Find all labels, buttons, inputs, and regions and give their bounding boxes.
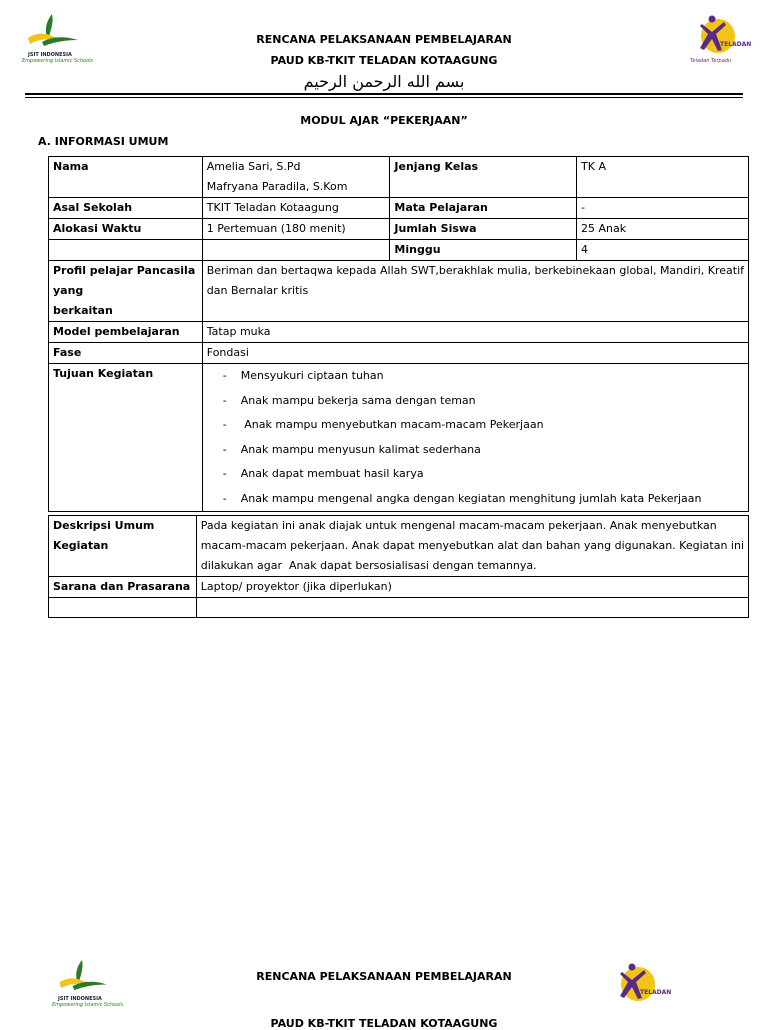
footer-title-1: RENCANA PELAKSANAAN PEMBELAJARAN [256,970,512,983]
list-item: - Anak dapat membuat hasil karya [223,462,744,487]
deskripsi-line-2: macam-macam pekerjaan. Anak dapat menyebutkan alat dan bahan yang digunakan. Kegiatan ini [200,539,744,552]
list-item: - Mensyukuri ciptaan tuhan [223,364,744,389]
description-table [48,515,749,618]
empty-cell [196,598,748,618]
table-row [49,157,749,198]
table-row [49,198,749,219]
table-row [49,364,749,512]
empty-cell [49,598,197,618]
profil-label-1: Profil pelajar Pancasila yang [53,264,196,297]
table-row [49,577,749,598]
jsit-logo-footer [52,958,124,1008]
jenjang-label: Jenjang Kelas [390,157,577,198]
list-item: - Anak mampu bekerja sama dengan teman [223,389,744,414]
profil-value [202,261,748,322]
deskripsi-line-1: Pada kegiatan ini anak diajak untuk mengenal macam-macam pekerjaan. Anak menyebutkan [200,519,717,532]
table-row [49,219,749,240]
sarana-label: Sarana dan Prasarana [49,577,197,598]
module-title: MODUL AJAR “PEKERJAAN” [300,114,468,127]
header-rule-thick [25,93,743,95]
table-row [49,322,749,343]
table-row [49,598,749,618]
empty-cell [202,240,390,261]
logo-left-line1: JSIT INDONESIA [58,996,102,1002]
empty-cell [49,240,203,261]
header-title-2: PAUD KB-TKIT TELADAN KOTAAGUNG [270,54,498,67]
logo-left-line2: Empowering Islamic Schools [52,1002,124,1008]
teladan-logo [690,12,750,64]
header-rule-thin [25,97,743,98]
nama-label: Nama [49,157,203,198]
minggu-value: 4 [577,240,749,261]
table-row [49,240,749,261]
nama-value-2: Mafryana Paradila, S.Kom [206,180,348,193]
header-title-1: RENCANA PELAKSANAAN PEMBELAJARAN [256,33,512,46]
model-label: Model pembelajaran [49,322,203,343]
nama-value-1: Amelia Sari, S.Pd [206,160,301,173]
jumlah-label: Jumlah Siswa [390,219,577,240]
asal-value: TKIT Teladan Kotaagung [202,198,390,219]
jumlah-value: 25 Anak [577,219,749,240]
tujuan-label: Tujuan Kegiatan [49,364,203,512]
alokasi-label: Alokasi Waktu [49,219,203,240]
mapel-value: - [577,198,749,219]
profil-value-2: dan Bernalar kritis [206,284,309,297]
table-row [49,343,749,364]
list-item: - Anak mampu mengenal angka dengan kegiatan menghitung jumlah kata Pekerjaan [223,487,744,512]
bismillah: بسم الله الرحمن الرحيم [303,72,465,91]
logo-right-text: TELADAN [640,989,672,996]
logo-left-line1: JSIT INDONESIA [28,52,72,58]
fase-label: Fase [49,343,203,364]
table-row [49,516,749,577]
logo-right-tagline: Teladan Terpadu [690,58,732,64]
logo-left-line2: Empowering Islamic Schools [22,58,94,64]
profil-label-2: berkaitan [53,304,113,317]
info-table [48,156,749,512]
model-value: Tatap muka [202,322,748,343]
teladan-emblem-icon [690,12,752,54]
list-item: - Anak mampu menyebutkan macam-macam Pekerjaan [223,413,744,438]
deskripsi-line-3: dilakukan agar Anak dapat bersosialisasi dengan temannya. [200,559,537,572]
jenjang-value: TK A [577,157,749,198]
section-a-heading: A. INFORMASI UMUM [38,135,169,148]
profil-label [49,261,203,322]
profil-value-1: Beriman dan bertaqwa kepada Allah SWT,berakhlak mulia, berkebinekaan global, Mandiri, Kreatif [206,264,744,277]
teladan-logo-footer [610,960,670,1010]
list-item: - Anak mampu menyusun kalimat sederhana [223,438,744,463]
minggu-label: Minggu [390,240,577,261]
mapel-label: Mata Pelajaran [390,198,577,219]
tujuan-value [202,364,748,512]
deskripsi-label: Deskripsi Umum Kegiatan [49,516,197,577]
asal-label: Asal Sekolah [49,198,203,219]
teladan-emblem-icon [610,960,672,1002]
sarana-value: Laptop/ proyektor (jika diperlukan) [196,577,748,598]
tujuan-list [207,364,744,511]
logo-right-text: TELADAN [720,41,752,48]
alokasi-value: 1 Pertemuan (180 menit) [202,219,390,240]
nama-value [202,157,390,198]
footer-title-2: PAUD KB-TKIT TELADAN KOTAAGUNG [270,1017,498,1030]
deskripsi-value [196,516,748,577]
fase-value: Fondasi [202,343,748,364]
table-row [49,261,749,322]
